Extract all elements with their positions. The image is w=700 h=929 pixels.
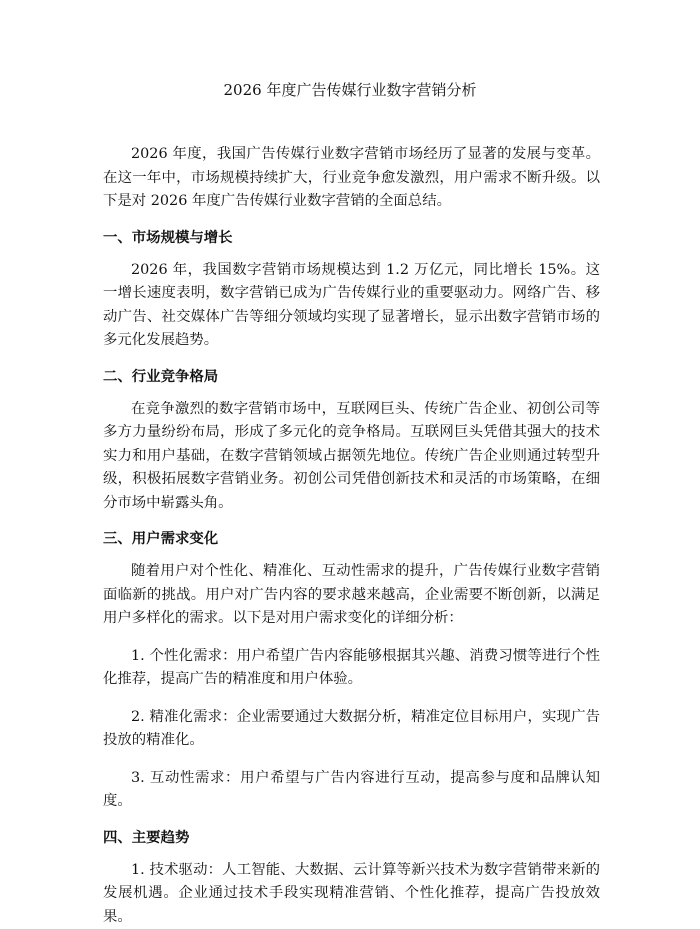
paragraph-market-size: 2026 年，我国数字营销市场规模达到 1.2 万亿元，同比增长 15%。这一增长速度表明，数字营销已成为广告传媒行业的重要驱动力。网络广告、移动广告、社交媒体广告等细分领域均实现了显著增长，显示出数字营销市场的多元化发展趋势。 <box>103 259 600 353</box>
paragraph-user-demand: 随着用户对个性化、精准化、互动性需求的提升，广告传媒行业数字营销面临新的挑战。用户对广告内容的要求越来越高，企业需要不断创新，以满足用户多样化的需求。以下是对用户需求变化的详细分析： <box>103 560 600 631</box>
intro-paragraph: 2026 年度，我国广告传媒行业数字营销市场经历了显著的发展与变革。在这一年中，市场规模持续扩大，行业竞争愈发激烈，用户需求不断升级。以下是对 2026 年度广告传媒行业数字营销的全面总结。 <box>103 143 600 214</box>
list-item-personalization: 1. 个性化需求：用户希望广告内容能够根据其兴趣、消费习惯等进行个性化推荐，提高广告的精准度和用户体验。 <box>103 645 600 692</box>
section-heading-trends: 四、主要趋势 <box>103 828 600 848</box>
section-heading-market-size: 一、市场规模与增长 <box>103 228 600 248</box>
document-body <box>103 143 600 929</box>
paragraph-competition: 在竞争激烈的数字营销市场中，互联网巨头、传统广告企业、初创公司等多方力量纷纷布局，形成了多元化的竞争格局。互联网巨头凭借其强大的技术实力和用户基础，在数字营销领域占据领先地位。传统广告企业则通过转型升级，积极拓展数字营销业务。初创公司凭借创新技术和灵活的市场策略，在细分市场中崭露头角。 <box>103 398 600 516</box>
document-title: 2026 年度广告传媒行业数字营销分析 <box>0 80 700 100</box>
section-heading-competition: 二、行业竞争格局 <box>103 367 600 387</box>
list-item-precision: 2. 精准化需求：企业需要通过大数据分析，精准定位目标用户，实现广告投放的精准化。 <box>103 706 600 753</box>
list-item-tech-driven: 1. 技术驱动：人工智能、大数据、云计算等新兴技术为数字营销带来新的发展机遇。企业通过技术手段实现精准营销、个性化推荐，提高广告投放效果。 <box>103 859 600 929</box>
list-item-interactivity: 3. 互动性需求：用户希望与广告内容进行互动，提高参与度和品牌认知度。 <box>103 767 600 814</box>
section-heading-user-demand: 三、用户需求变化 <box>103 529 600 549</box>
